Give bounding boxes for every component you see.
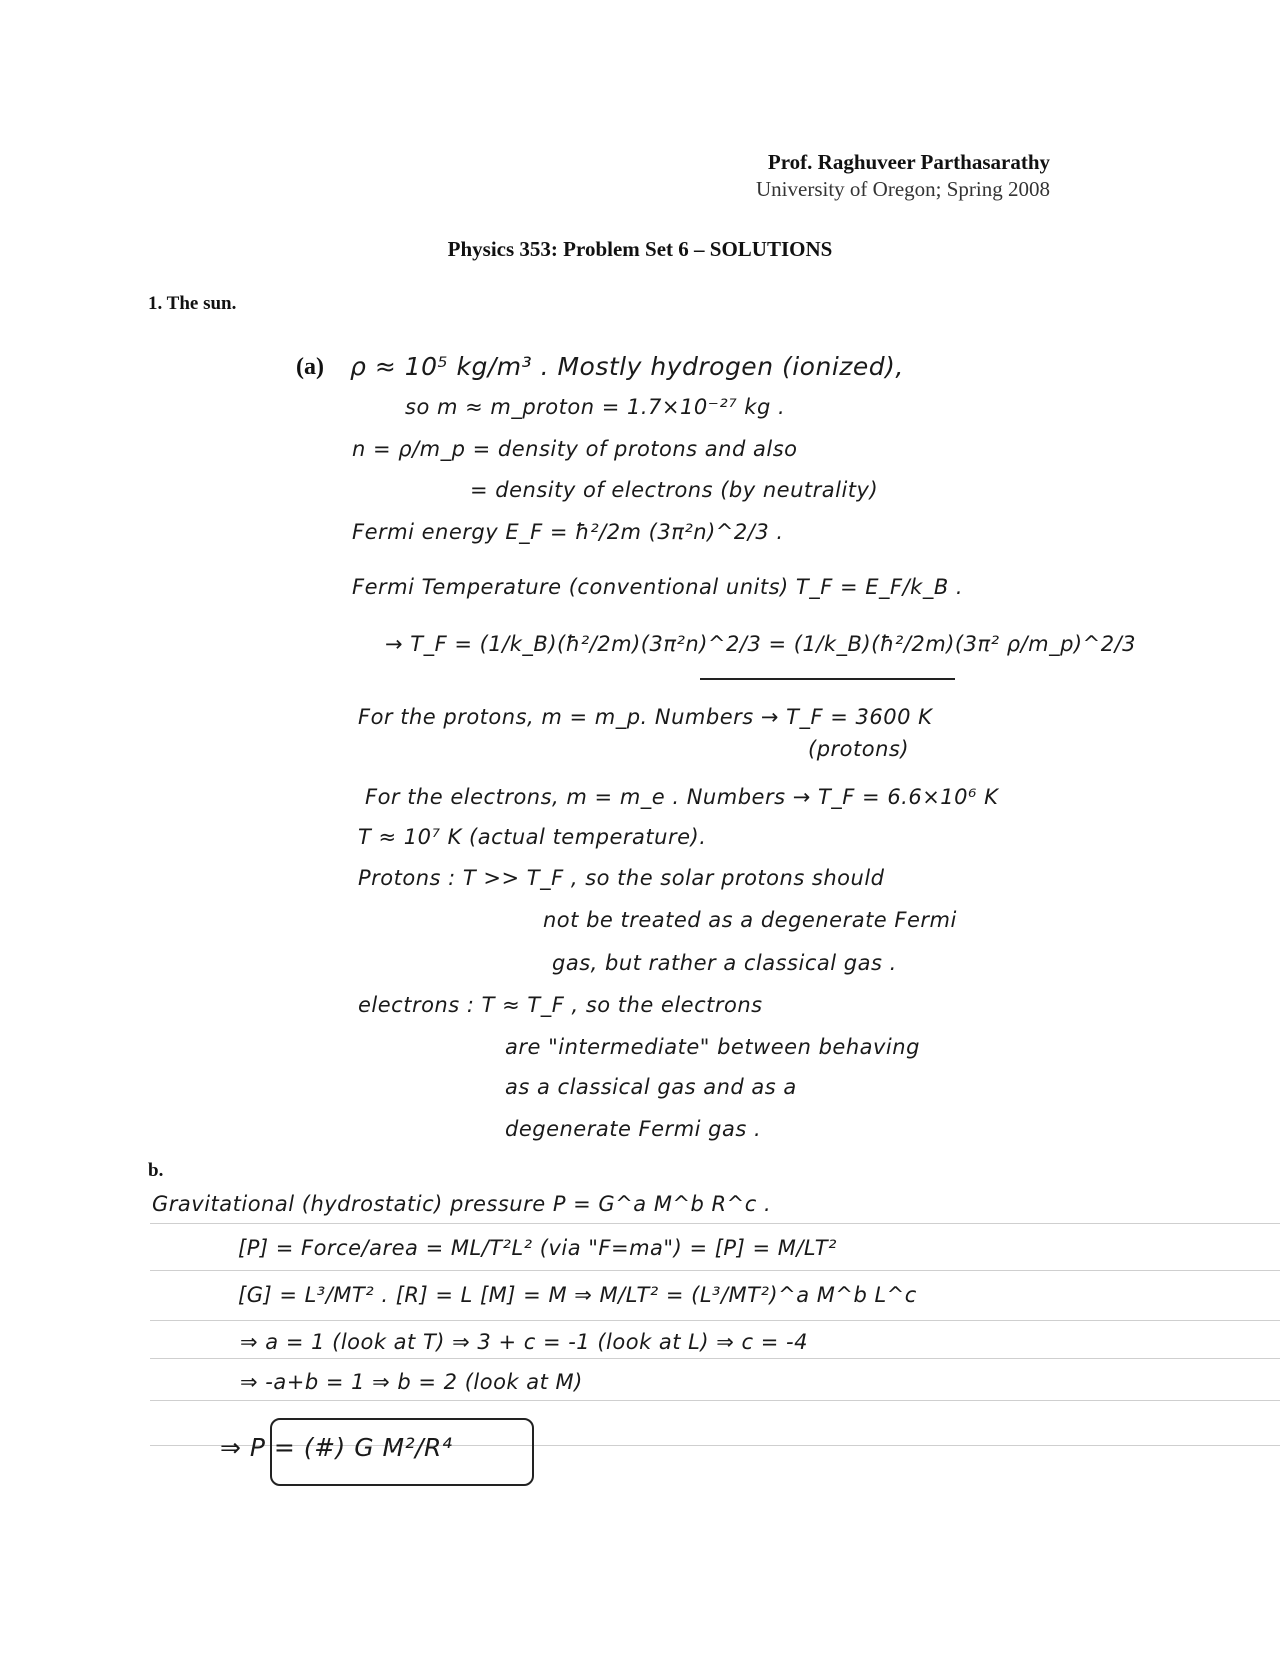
handwritten-line: electrons : T ≈ T_F , so the electrons: [358, 993, 763, 1017]
handwritten-line: Protons : T >> T_F , so the solar protons should: [358, 866, 885, 890]
handwritten-line: = density of electrons (by neutrality): [470, 478, 879, 502]
part-b-label: b.: [148, 1160, 164, 1181]
equation-underline: [700, 678, 955, 680]
handwritten-line: T ≈ 10⁷ K (actual temperature).: [358, 825, 707, 849]
handwritten-line: ⇒ a = 1 (look at T) ⇒ 3 + c = -1 (look at L) ⇒ c = -4: [240, 1330, 808, 1354]
notebook-rule: [150, 1320, 1280, 1321]
handwritten-line: not be treated as a degenerate Fermi: [543, 908, 957, 932]
handwritten-line: ρ ≈ 10⁵ kg/m³ . Mostly hydrogen (ionized),: [350, 352, 904, 381]
handwritten-line: For the electrons, m = m_e . Numbers → T_F = 6.6×10⁶ K: [365, 785, 999, 809]
handwritten-line: ⇒ -a+b = 1 ⇒ b = 2 (look at M): [240, 1370, 583, 1394]
handwritten-line: Fermi Temperature (conventional units) T_F = E_F/k_B .: [352, 575, 964, 599]
boxed-result: ⇒ P = (#) G M²/R⁴: [220, 1433, 453, 1462]
handwritten-line: Gravitational (hydrostatic) pressure P = G^a M^b R^c .: [152, 1192, 772, 1216]
handwritten-line: [P] = Force/area = ML/T²L² (via "F=ma") = [P] = M/LT²: [238, 1236, 837, 1260]
handwritten-line: → T_F = (1/k_B)(ħ²/2m)(3π²n)^2/3 = (1/k_B)(ħ²/2m)(3π² ρ/m_p)^2/3: [385, 632, 1137, 656]
handwritten-line: For the protons, m = m_p. Numbers → T_F = 3600 K: [358, 705, 933, 729]
problem-heading: 1. The sun.: [148, 293, 237, 314]
handwritten-line: Fermi energy E_F = ħ²/2m (3π²n)^2/3 .: [352, 520, 784, 544]
handwritten-line: n = ρ/m_p = density of protons and also: [352, 437, 798, 461]
author-name: Prof. Raghuveer Parthasarathy: [767, 150, 1050, 174]
handwritten-line: gas, but rather a classical gas .: [552, 951, 897, 975]
page-title: Physics 353: Problem Set 6 – SOLUTIONS: [447, 237, 833, 261]
handwritten-line: are "intermediate" between behaving: [505, 1035, 920, 1059]
notebook-rule: [150, 1270, 1280, 1271]
notebook-rule: [150, 1223, 1280, 1224]
affiliation: University of Oregon; Spring 2008: [756, 177, 1050, 201]
handwritten-line: as a classical gas and as a: [505, 1075, 797, 1099]
handwritten-line: degenerate Fermi gas .: [505, 1117, 762, 1141]
notebook-rule: [150, 1358, 1280, 1359]
handwritten-line: so m ≈ m_proton = 1.7×10⁻²⁷ kg .: [405, 395, 786, 419]
notebook-rule: [150, 1400, 1280, 1401]
handwritten-line: (protons): [808, 737, 910, 761]
part-a-label: (a): [296, 354, 324, 380]
handwritten-line: [G] = L³/MT² . [R] = L [M] = M ⇒ M/LT² = (L³/MT²)^a M^b L^c: [238, 1283, 917, 1307]
